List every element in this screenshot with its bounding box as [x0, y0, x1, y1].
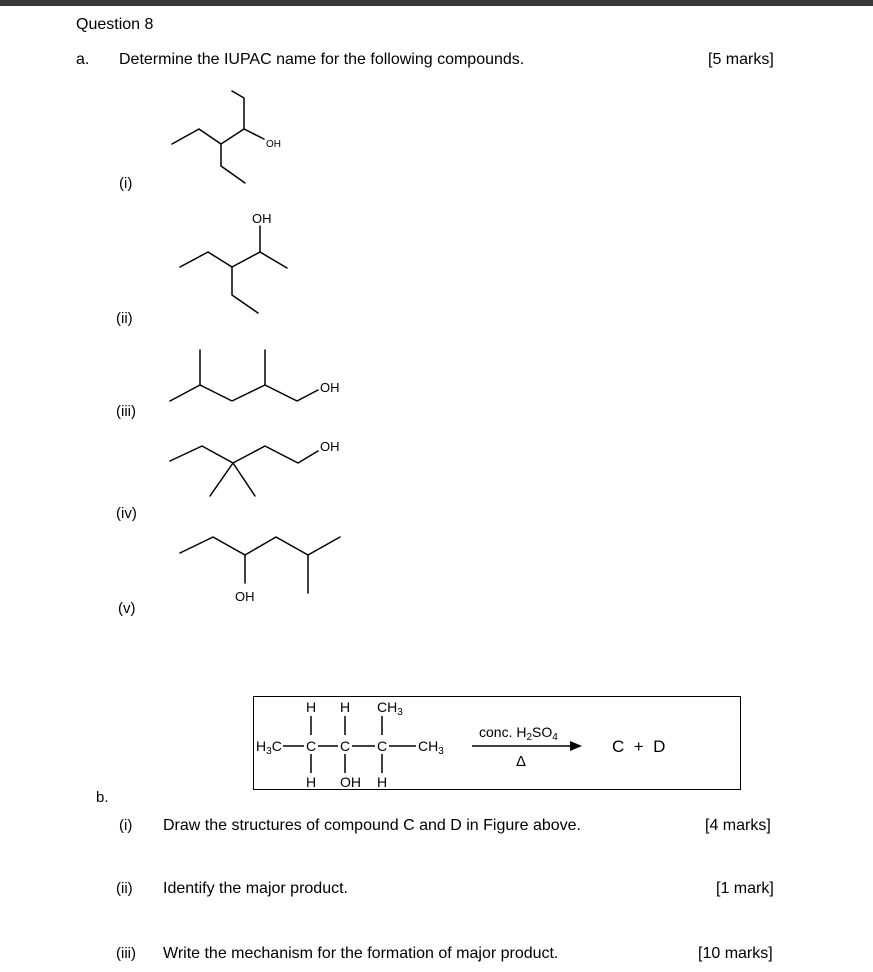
oh-label-v: OH: [235, 589, 255, 604]
part-b-num-ii: (ii): [116, 880, 133, 897]
carbon-4: C: [377, 738, 388, 754]
bottom-h-2: H: [377, 774, 388, 790]
part-b-marks-i: [4 marks]: [705, 817, 771, 834]
h3c-group: $H_3C$: [256, 738, 282, 757]
carbon-2: C: [306, 738, 317, 754]
oh-label-iii: OH: [320, 380, 340, 395]
part-b-num-iii: (iii): [116, 945, 136, 962]
bottom-oh: OH: [340, 774, 361, 790]
item-label-iii: (iii): [116, 403, 136, 420]
part-b-question-iii: Write the mechanism for the formation of major product.: [163, 945, 559, 962]
part-a-instruction: Determine the IUPAC name for the following compounds.: [119, 51, 525, 68]
part-b-question-i: Draw the structures of compound C and D in Figure above.: [163, 817, 581, 834]
heat-symbol: Δ: [516, 753, 527, 770]
item-label-ii: (ii): [116, 310, 133, 327]
oh-label-i: OH: [266, 139, 281, 150]
part-b-marks-iii: [10 marks]: [698, 945, 773, 962]
item-label-i: (i): [119, 175, 133, 192]
top-ch3: $CH_3$: [377, 699, 403, 718]
reagent-label: conc. $H_2SO_4$: [479, 724, 558, 743]
part-b-label: b.: [96, 789, 109, 806]
item-label-v: (v): [118, 600, 136, 617]
part-b-marks-ii: [1 mark]: [716, 880, 774, 897]
item-label-iv: (iv): [116, 505, 137, 522]
top-h-2: H: [340, 699, 351, 715]
part-a-marks: [5 marks]: [708, 51, 774, 68]
products-label: C + D: [612, 737, 666, 756]
top-h-1: H: [306, 699, 317, 715]
arrow-head: [570, 741, 582, 751]
oh-label-iv: OH: [320, 439, 340, 454]
part-a-label: a.: [76, 51, 90, 68]
bottom-h-1: H: [306, 774, 317, 790]
carbon-3: C: [340, 738, 351, 754]
part-b-num-i: (i): [119, 817, 133, 834]
question-title: Question 8: [76, 16, 154, 33]
oh-label-ii: OH: [252, 211, 272, 226]
part-b-question-ii: Identify the major product.: [163, 880, 348, 897]
terminal-ch3: $CH_3$: [418, 738, 444, 757]
